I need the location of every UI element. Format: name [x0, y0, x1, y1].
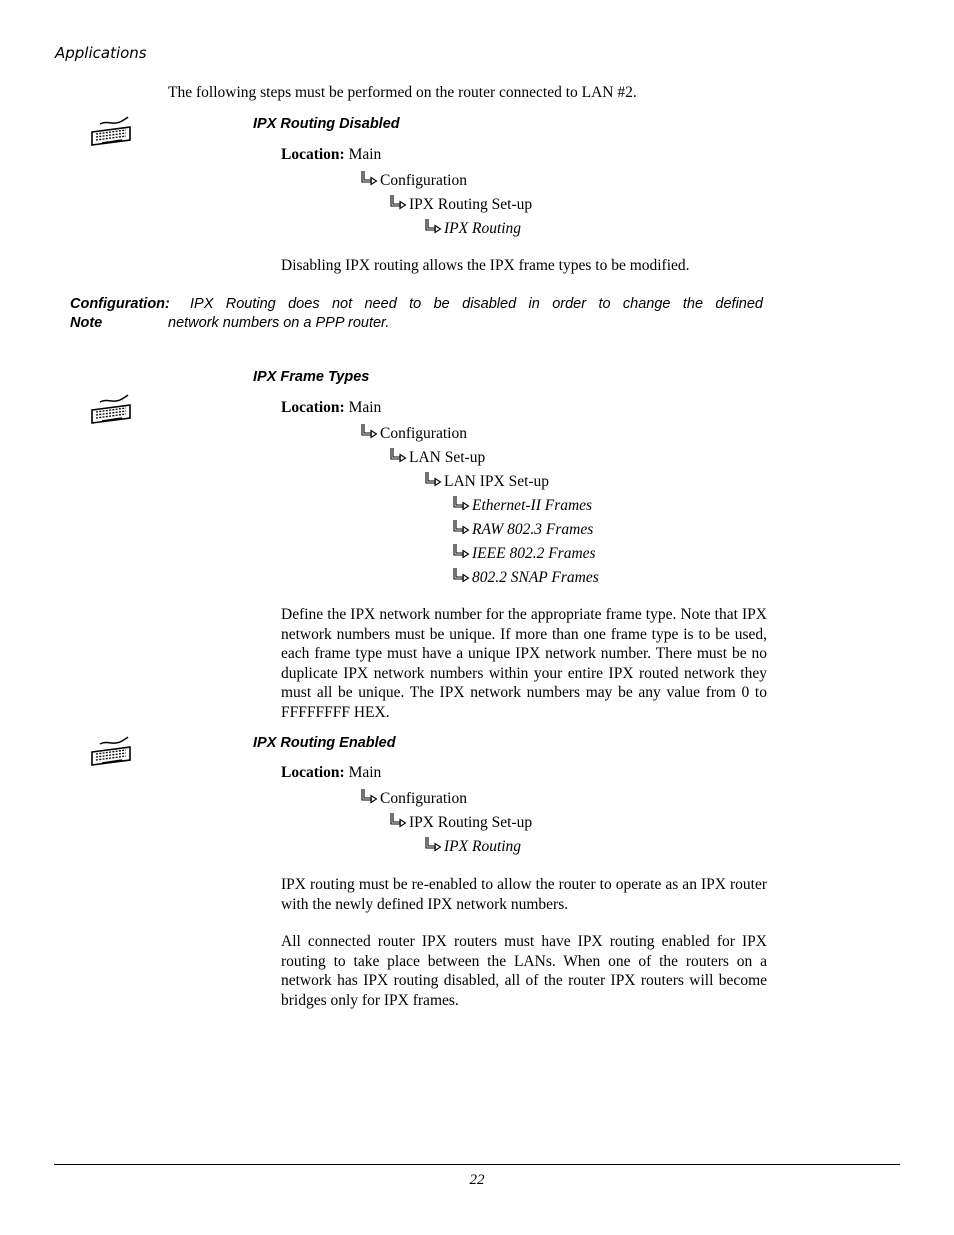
nav-path-label: Configuration — [380, 790, 467, 807]
nav-path-item — [389, 812, 532, 832]
keyboard-icon — [90, 394, 132, 426]
note-text: IPX Routing does not need to be disabled in order to change the defined — [190, 296, 763, 312]
hooked-arrow-icon — [424, 836, 444, 856]
hooked-arrow-icon — [389, 812, 409, 832]
hooked-arrow-icon — [389, 194, 409, 214]
nav-path-label: LAN IPX Set-up — [444, 473, 550, 490]
nav-path-item — [389, 447, 485, 467]
section-text: All connected router IPX routers must have IPX routing enabled for IPX routing to take place between the LANs. When one of the routers on a network has IPX routing disabled, all of the router IPX routers will become bridges only for IPX frames. — [281, 933, 767, 1009]
nav-path-label: Configuration — [380, 425, 467, 442]
nav-path-label: Ethernet-II Frames — [472, 497, 593, 514]
nav-path-item — [360, 170, 467, 190]
nav-path-item — [424, 218, 521, 238]
hooked-arrow-icon — [424, 218, 444, 238]
nav-path-label: RAW 802.3 Frames — [472, 521, 594, 538]
note-label: Note — [70, 315, 103, 331]
section-heading-ipx-frame-types: IPX Frame Types — [253, 369, 370, 385]
nav-path-item — [452, 543, 596, 563]
nav-path-item — [360, 423, 467, 443]
section-text: Define the IPX network number for the appropriate frame type. Note that IPX network numbers must be unique. If more than one frame type is to be used, each frame type must have a unique IPX network number. There must be no duplicate IPX network numbers within your entire IPX routed network they must all be unique. The IPX network numbers may be any value from 0 to FFFFFFFF HEX. — [281, 606, 767, 721]
page-number: 22 — [469, 1172, 485, 1188]
location-label: Location: — [281, 146, 345, 163]
footer-rule — [54, 1164, 900, 1165]
hooked-arrow-icon — [452, 495, 472, 515]
nav-path-label: 802.2 SNAP Frames — [472, 569, 599, 586]
hooked-arrow-icon — [452, 519, 472, 539]
nav-path-label: IPX Routing — [444, 220, 522, 237]
nav-path-item — [360, 788, 467, 808]
nav-path-label: IPX Routing — [444, 838, 522, 855]
location-label: Location: — [281, 764, 345, 781]
location-value: Main — [348, 146, 382, 163]
nav-path-item — [452, 519, 593, 539]
nav-path-label: Configuration — [380, 172, 467, 189]
location-line — [281, 764, 381, 782]
note-label: Configuration: — [70, 296, 170, 312]
location-label: Location: — [281, 399, 345, 416]
intro-text: The following steps must be performed on the router connected to LAN #2. — [168, 84, 637, 101]
location-value: Main — [348, 764, 382, 781]
location-line — [281, 399, 381, 417]
nav-path-label: IPX Routing Set-up — [409, 196, 533, 213]
hooked-arrow-icon — [389, 447, 409, 467]
hooked-arrow-icon — [452, 567, 472, 587]
nav-path-label: IPX Routing Set-up — [409, 814, 533, 831]
nav-path-item — [389, 194, 532, 214]
location-value: Main — [348, 399, 382, 416]
hooked-arrow-icon — [452, 543, 472, 563]
keyboard-icon — [90, 116, 132, 148]
nav-path-item — [424, 836, 521, 856]
keyboard-icon — [90, 736, 132, 768]
nav-path-label: IEEE 802.2 Frames — [472, 545, 596, 562]
note-text: network numbers on a PPP router. — [168, 315, 390, 331]
hooked-arrow-icon — [360, 170, 380, 190]
section-text: Disabling IPX routing allows the IPX frame types to be modified. — [281, 257, 690, 274]
nav-path-label: LAN Set-up — [409, 449, 486, 466]
nav-path-item — [452, 495, 592, 515]
section-text: IPX routing must be re-enabled to allow the router to operate as an IPX router with the newly defined IPX network numbers. — [281, 876, 767, 913]
location-line — [281, 146, 381, 164]
section-heading-ipx-routing-enabled: IPX Routing Enabled — [253, 735, 396, 751]
section-heading-ipx-routing-disabled: IPX Routing Disabled — [253, 116, 400, 132]
hooked-arrow-icon — [360, 423, 380, 443]
nav-path-item — [452, 567, 599, 587]
hooked-arrow-icon — [360, 788, 380, 808]
running-header: Applications — [55, 44, 147, 62]
hooked-arrow-icon — [424, 471, 444, 491]
nav-path-item — [424, 471, 549, 491]
